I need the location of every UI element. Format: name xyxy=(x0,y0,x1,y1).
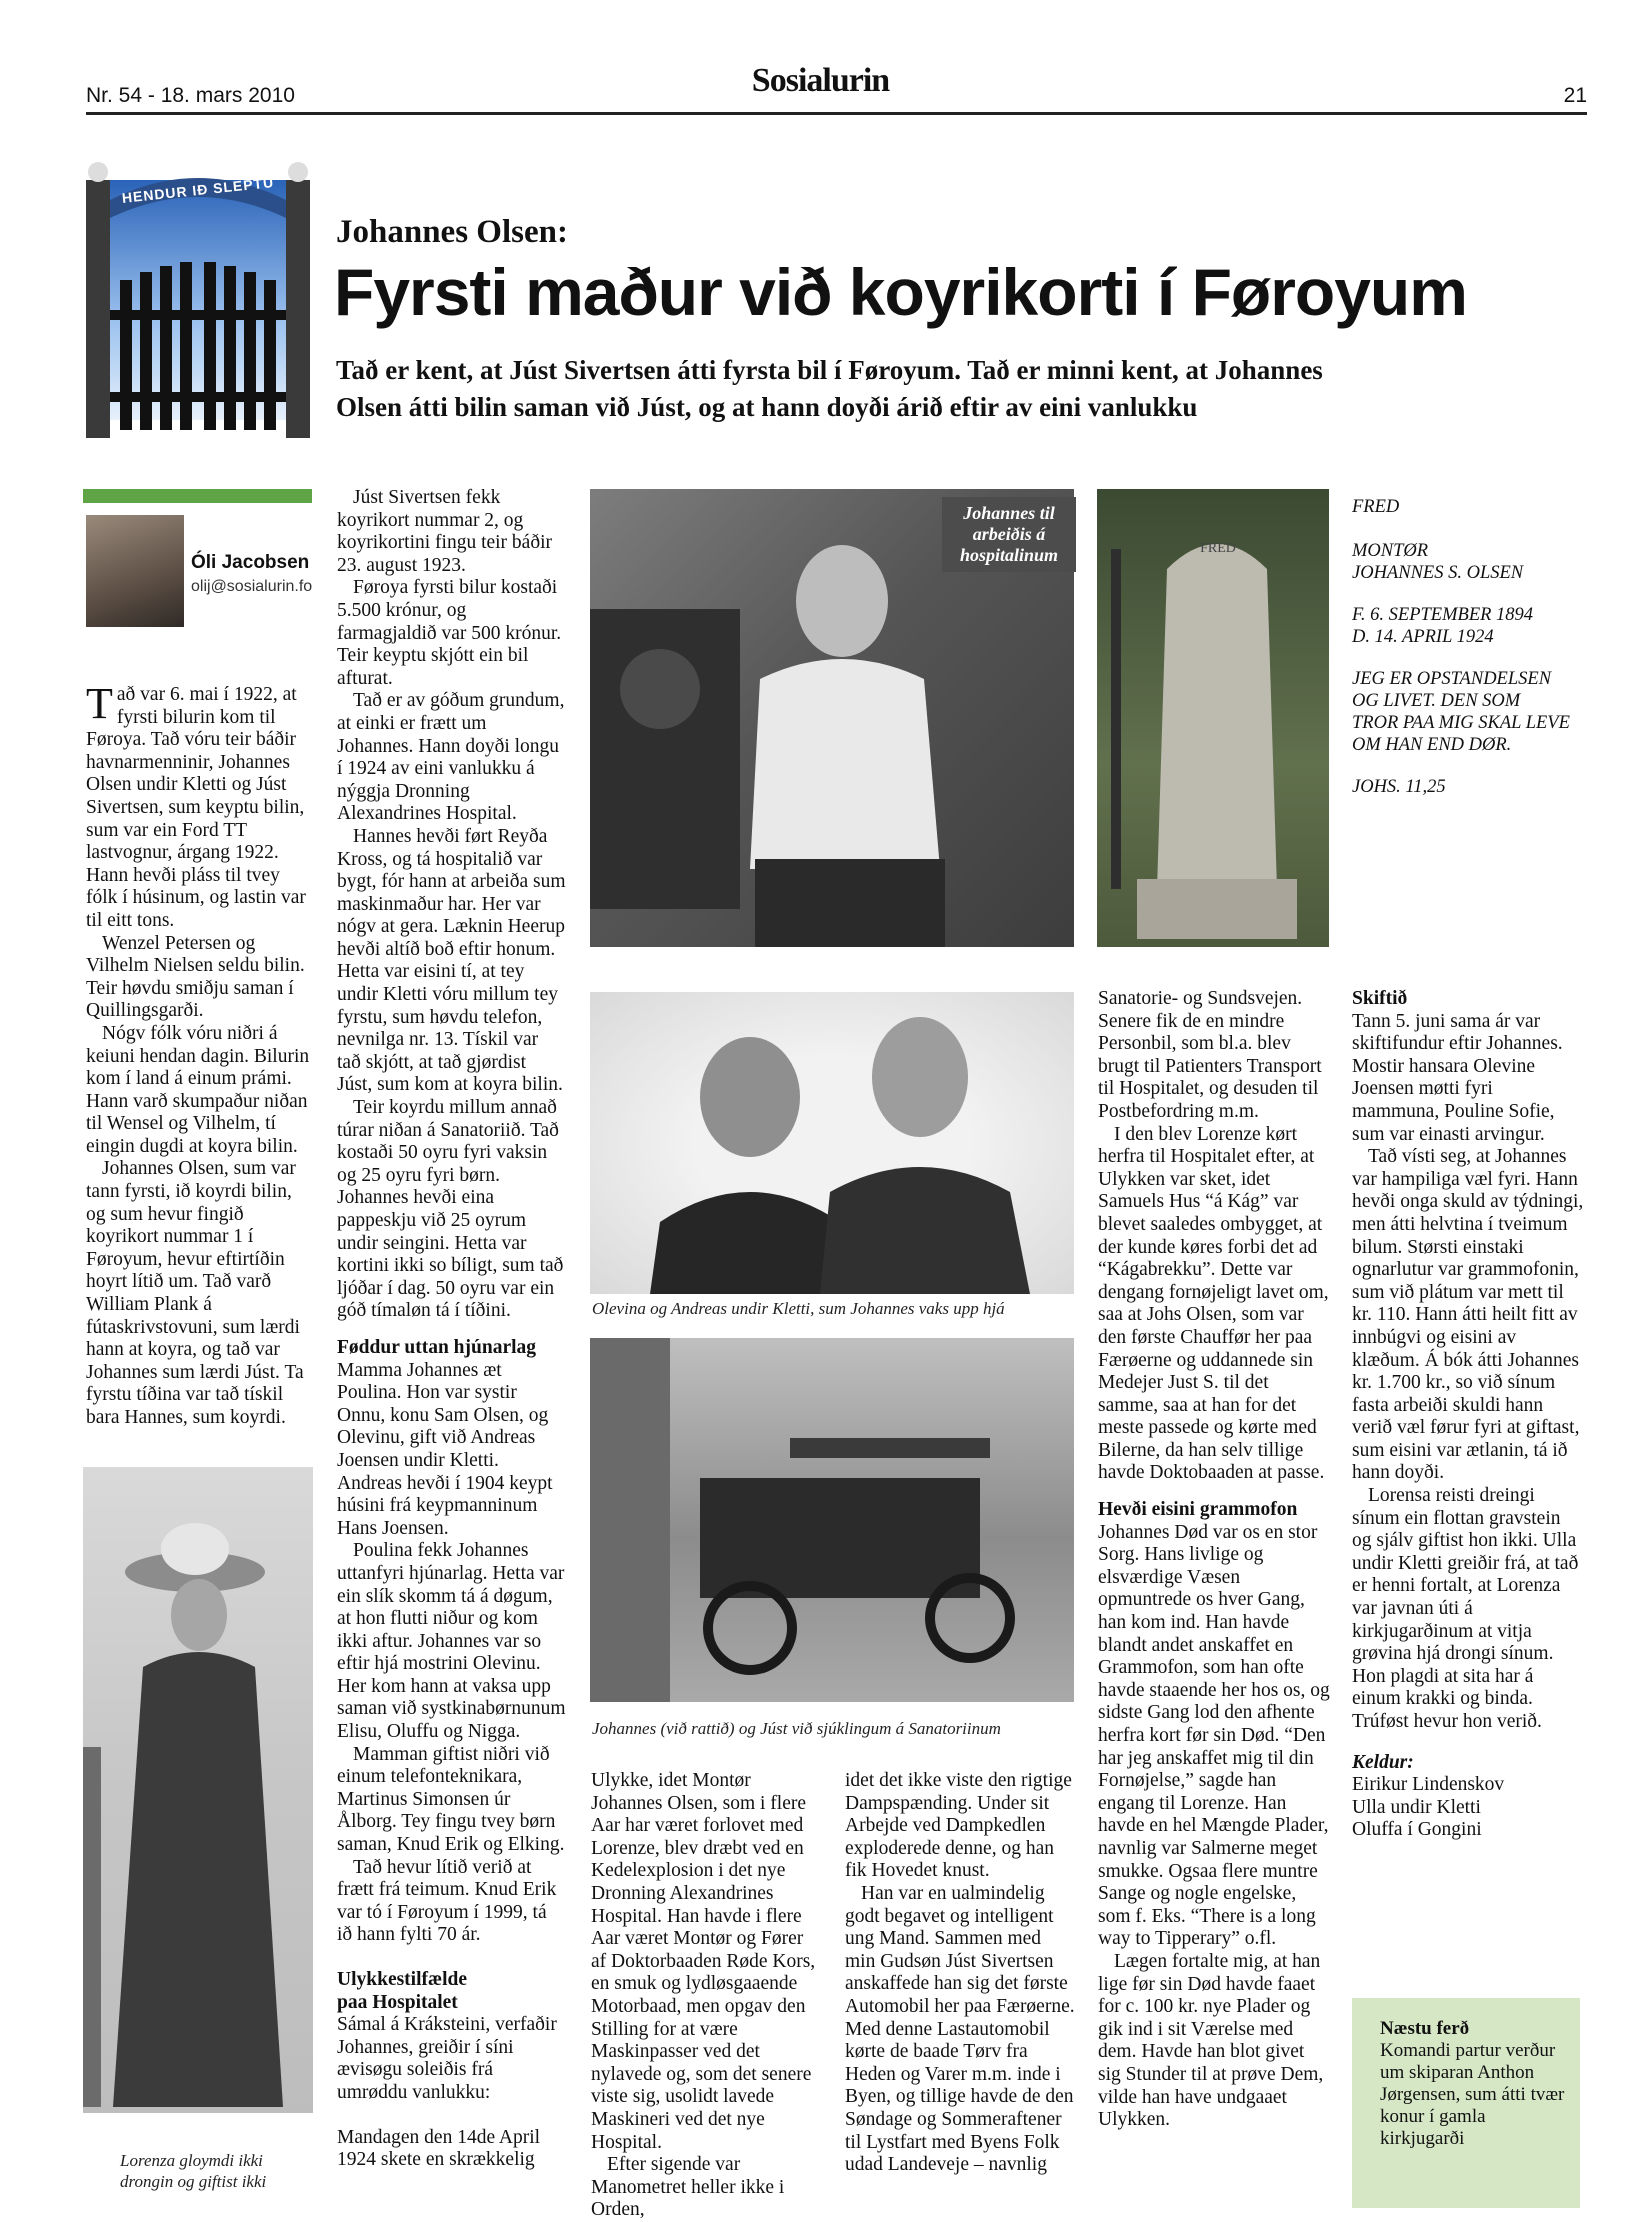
epitaph-line: FRED xyxy=(1352,497,1400,517)
gravestone-text: FRED xyxy=(1200,541,1236,556)
author-email[interactable]: olij@sosialurin.fo xyxy=(191,578,313,595)
paragraph: Teir koyrdu millum annað túrar niðan á Sanatoriið. Tað kostaði 50 oyru fyri vaksin og 25 oyru fyri børn. Johannes hevði eina pappeskju við 25 oyrum undir seingini. Hetta var kortini ikki so bíligt, sum tað ljóðar í dag. 50 oyru var ein góð tímaløn tá í tíðini. xyxy=(337,1097,564,1322)
next-trip-box xyxy=(1352,1998,1580,2208)
paragraph: Tað vísti seg, at Johannes var hampiliga væl fyri. Hann hevði onga skuld av týdningi, men átti helvtina í tveimum bilum. Størsti einstaki ognarlutur var grammofonin, sum við plátum var mett til kr. 110. Hann átti heilt fitt av innbúgvi og eisini av klæðum. Á bók átti Johannes kr. 1.700 kr., so við sínum fasta arbeiði skuldi hann verið væl førur fyri at giftast, sum eisini var ætlanin, tá ið hann doyði. xyxy=(1352,1146,1584,1484)
paragraph: Júst Sivertsen fekk koyrikort nummar 2, og koyrikortini fingu teir báðir 23. august 1923. xyxy=(337,487,552,576)
epitaph xyxy=(1352,496,1602,798)
paragraph: Tann 5. juni sama ár var skiftifundur eftir Johannes. Mostir hansara Olevine Joensen møtti fyri mammuna, Pouline Sofie, sum var einasti arvingur. xyxy=(1352,1010,1563,1145)
author-photo xyxy=(86,515,184,627)
article-kicker: Johannes Olsen: xyxy=(336,214,568,250)
subheading: Føddur uttan hjúnarlag xyxy=(337,1336,537,1358)
gate-logo-text: HENDUR IÐ SLEPTU xyxy=(121,174,275,206)
issue-date: Nr. 54 - 18. mars 2010 xyxy=(86,84,295,107)
next-trip-title: Næstu ferð xyxy=(1380,2018,1470,2039)
paragraph: Lægen fortalte mig, at han lige før sin Død havde faaet for c. 100 kr. nye Plader og gik ind i sit Værelse med dem. Havde han blot givet sig Stunder til at prøve Dem, vilde han have undgaaet Ulykken. xyxy=(1098,1950,1324,2131)
paragraph: Sanatorie- og Sundsvejen. Senere fik de en mindre Personbil, som bl.a. blev brugt til Patienters Transport til Hospitalet, og desuden til Postbefordring m.m. xyxy=(1098,988,1322,1122)
subheading xyxy=(337,1969,566,2014)
column-2 xyxy=(337,487,566,2172)
sources-label: Keldur: xyxy=(1352,1751,1414,1773)
paragraph: Wenzel Petersen og Vilhelm Nielsen seldu bilin. Teir høvdu smiðju saman í Quillingsgarði. xyxy=(86,932,305,1022)
epitaph-line: MONTØR xyxy=(1352,541,1429,561)
epitaph-line: F. 6. SEPTEMBER 1894 xyxy=(1352,605,1534,625)
paper-name: Sosialurin xyxy=(751,62,890,99)
paragraph: Nógv fólk vóru niðri á keiuni hendan dagin. Bilurin kom í land á einum prámi. Hann varð skumpaður niðan til Wensel og Vilhelm, tí eingin dugdi at koyra bilin. xyxy=(86,1022,310,1157)
caption-line: drongin og giftist ikki xyxy=(120,2172,267,2191)
author-name: Óli Jacobsen xyxy=(191,552,310,573)
source-item: Oluffa í Gongini xyxy=(1352,1819,1482,1841)
car-photo xyxy=(590,1338,1074,1702)
paragraph: Poulina fekk Johannes uttanfyri hjúnarlag. Hetta var ein slík skomm tá á døgum, at hon flutti niður og kom ikki aftur. Johannes var so eftir hjá mostrini Olevinu. Her kom hann at vaksa upp saman við systkinabørnunum Elisu, Oluffu og Nigga. xyxy=(337,1540,566,1743)
subheading: Skiftið xyxy=(1352,988,1408,1009)
paragraph: Efter sigende var Manometret heller ikke i Orden, xyxy=(591,2154,785,2221)
column-6 xyxy=(1352,988,1584,1842)
epitaph-line: D. 14. APRIL 1924 xyxy=(1352,627,1494,647)
paragraph: Tað hevur lítið verið at frætt frá teimum. Knud Erik var tó í Føroyum í 1999, tá ið hann fylti 70 ár. xyxy=(337,1856,557,1946)
epitaph-line: JOHS. 11,25 xyxy=(1352,777,1446,797)
paragraph: Tað er av góðum grundum, at einki er frætt um Johannes. Hann doyði longu í 1924 av eini vanlukku á nýggja Dronning Alexandrines Hospital. xyxy=(337,690,565,825)
lorenza-photo xyxy=(83,1467,313,2113)
epitaph-line: JOHANNES S. OLSEN xyxy=(1352,563,1524,583)
car-caption: Johannes (við rattið) og Júst við sjúklingum á Sanatoriinum xyxy=(592,1719,1001,1738)
subheading: Hevði eisini grammofon xyxy=(1098,1499,1298,1521)
couple-photo xyxy=(590,992,1074,1294)
caption-line: Lorenza gloymdi ikki xyxy=(120,2151,263,2170)
header-rule xyxy=(86,112,1587,115)
epitaph-line: TROR PAA MIG SKAL LEVE xyxy=(1352,713,1570,733)
article-headline: Fyrsti maður við koyrikorti í Føroyum xyxy=(334,255,1467,329)
column-3 xyxy=(591,1770,823,2222)
paragraph: að var 6. mai í 1922, at fyrsti bilurin kom til Føroya. Tað vóru teir báðir havnarmenninir, Johannes Olsen undir Kletti og Júst Sivertsen, sum keyptu bilin, sum var ein Ford TT lastvognur, árgang 1922. Hann hevði pláss til tvey fólk í húsinum, og lastin var til eitt tons. xyxy=(86,684,306,931)
paragraph: idet det ikke viste den rigtige Dampspænding. Under sit Arbejde ved Dampkedlen exploderede denne, og han fik Hovedet knust. xyxy=(845,1770,1072,1882)
paragraph: Han var en ualmindelig godt begavet og intelligent ung Mand. Sammen med min Gudsøn Júst Sivertsen anskaffede han sig det første Automobil her paa Færøerne. Med denne Lastautomobil kørte de baade Tørv fra Heden og Varer m.m. inde i Byen, og tillige havde de den Søndage og Sommeraftener til Lystfart med Byens Folk udad Landeveje – navnlig xyxy=(845,1882,1075,2176)
subheading-line: paa Hospitalet xyxy=(337,1991,458,2013)
drop-cap: T xyxy=(86,679,113,728)
paragraph: Mamma Johannes æt Poulina. Hon var systir Onnu, konu Sam Olsen, og Olevinu, gift við Andreas Joensen undir Kletti. Andreas hevði í 1904 keypt húsini frá keypmanninum Hans Joensen. xyxy=(337,1359,553,1539)
gravestone-photo xyxy=(1097,489,1329,947)
paragraph: Lorensa reisti dreingi sínum ein flottan gravstein og sjálv giftist hon ikki. Ulla undir Kletti greiðir frá, at tað er henni fortalt, at Lorenza var javnan úti á kirkjugarðinum at vitja grøvina hjá drongi sínum. Hon plagdi at sita har á einum krakki og binda. Trúføst hevur hon verið. xyxy=(1352,1485,1579,1732)
gate-logo xyxy=(86,160,310,438)
paragraph: Mandagen den 14de April 1924 skete en skrækkelig xyxy=(337,2126,541,2171)
article-lead: Tað er kent, at Júst Sivertsen átti fyrsta bil í Føroyum. Tað er minni kent, at Johannes Olsen átti bilin saman við Júst, og at hann doyði árið eftir av eini vanlukku xyxy=(336,355,1323,422)
byline-bar xyxy=(83,489,312,503)
paragraph: Johannes Død var os en stor Sorg. Hans livlige og elsværdige Væsen opmuntrede os hver Gang, han kom ind. Han havde blandt andet anskaffet en Grammofon, som han ofte havde staaende her hos os, og sidste Gang lod den afhente herfra kort før sin Død. “Den har jeg anskaffet mig til din Fornøjelse,” sagde han engang til Lorenze. Han havde en hel Mængde Plader, navnlig var Salmerne meget smukke. Ogsaa flere muntre Sange og nogle engelske, som f. Eks. “There is a long way to Tipperary” o.fl. xyxy=(1098,1521,1330,1950)
source-item: Eirikur Lindenskov xyxy=(1352,1774,1505,1796)
epitaph-line: OM HAN END DØR. xyxy=(1352,735,1512,755)
source-item: Ulla undir Kletti xyxy=(1352,1796,1481,1818)
paragraph: Ulykke, idet Montør Johannes Olsen, som i flere Aar har været forlovet med Lorenze, blev dræbt ved en Kedelexplosion i det nye Dronning Alexandrines Hospital. Han havde i flere Aar været Montør og Fører af Doktorbaaden Røde Kors, en smuk og lydløsgaaende Motorbaad, men opgav den Stilling for at være Maskinpasser ved det nylavede og, som det senere viste sig, usolidt lavede Maskineri ved det nye Hospital. xyxy=(591,1770,816,2153)
paragraph: Johannes Olsen, sum var tann fyrsti, ið koyrdi bilin, og sum hevur fingið koyrikort nummar 1 í Føroyum, hevur eftirtíðin hoyrt lítið um. Tað varð William Plank á fútaskrivstovuni, sum lærdi hann at koyra, og tað var Johannes sum lærdi Júst. Ta fyrstu tíðina var tað tískil bara Hannes, sum koyrdi. xyxy=(86,1158,304,1428)
epitaph-line: JEG ER OPSTANDELSEN xyxy=(1352,669,1552,689)
page-number: 21 xyxy=(1563,84,1587,107)
couple-caption: Olevina og Andreas undir Kletti, sum Johannes vaks upp hjá xyxy=(592,1299,1005,1318)
paragraph: Føroya fyrsti bilur kostaði 5.500 krónur, og farmagjaldið var 500 krónur. Teir keyptu skjótt ein bil afturat. xyxy=(337,577,562,689)
paragraph: Sámal á Kráksteini, verfaðir Johannes, greiðir í síni ævisøgu soleiðis frá umrøddu vanlukku: xyxy=(337,2014,557,2103)
hospital-photo-label: Johannes til arbeiðis á hospitalinum xyxy=(942,497,1076,572)
paragraph: I den blev Lorenze kørt herfra til Hospitalet efter, at Ulykken var sket, idet Samuels Hus “á Kág” var blevet saaledes ombygget, at der kunde køres forbi det ad “Kágabrekku”. Dette var dengang fornøjeligt lavet om, saa at Johs Olsen, som var den første Chauffør her paa Færøerne og uddannede sin Medejer Just S. til det samme, saa at han for det meste passede og kørte med Bilerne, da han selv tillige havde Doktobaaden at passe. xyxy=(1098,1123,1329,1484)
column-5 xyxy=(1098,988,1330,2132)
paragraph: Mamman giftist niðri við einum telefonteknikara, Martinus Simonsen úr Ålborg. Tey fingu tvey børn saman, Knud Erik og Elking. xyxy=(337,1743,565,1856)
paragraph: Hannes hevði ført Reyða Kross, og tá hospitalið var bygt, fór hann at arbeiða sum maskinmaður har. Her var nógv at gera. Læknin Heerup hevði altíð boð eftir honum. Hetta var eisini tí, at tey undir Kletti vóru millum tey fyrstu, sum høvdu telefon, nevnilga nr. 13. Tískil var tað skjótt, at tað gjørdist Júst, sum kom at koyra bilin. xyxy=(337,825,566,1096)
subheading-line: Ulykkestilfælde xyxy=(337,1969,468,1990)
epitaph-line: OG LIVET. DEN SOM xyxy=(1352,691,1521,711)
column-1 xyxy=(86,679,312,1430)
column-4 xyxy=(845,1770,1075,2177)
next-trip-text: Komandi partur verður um skiparan Anthon Jørgensen, sum átti tvær konur í gamla kirkjugarði xyxy=(1380,2040,1565,2149)
lorenza-caption xyxy=(120,2150,310,2192)
